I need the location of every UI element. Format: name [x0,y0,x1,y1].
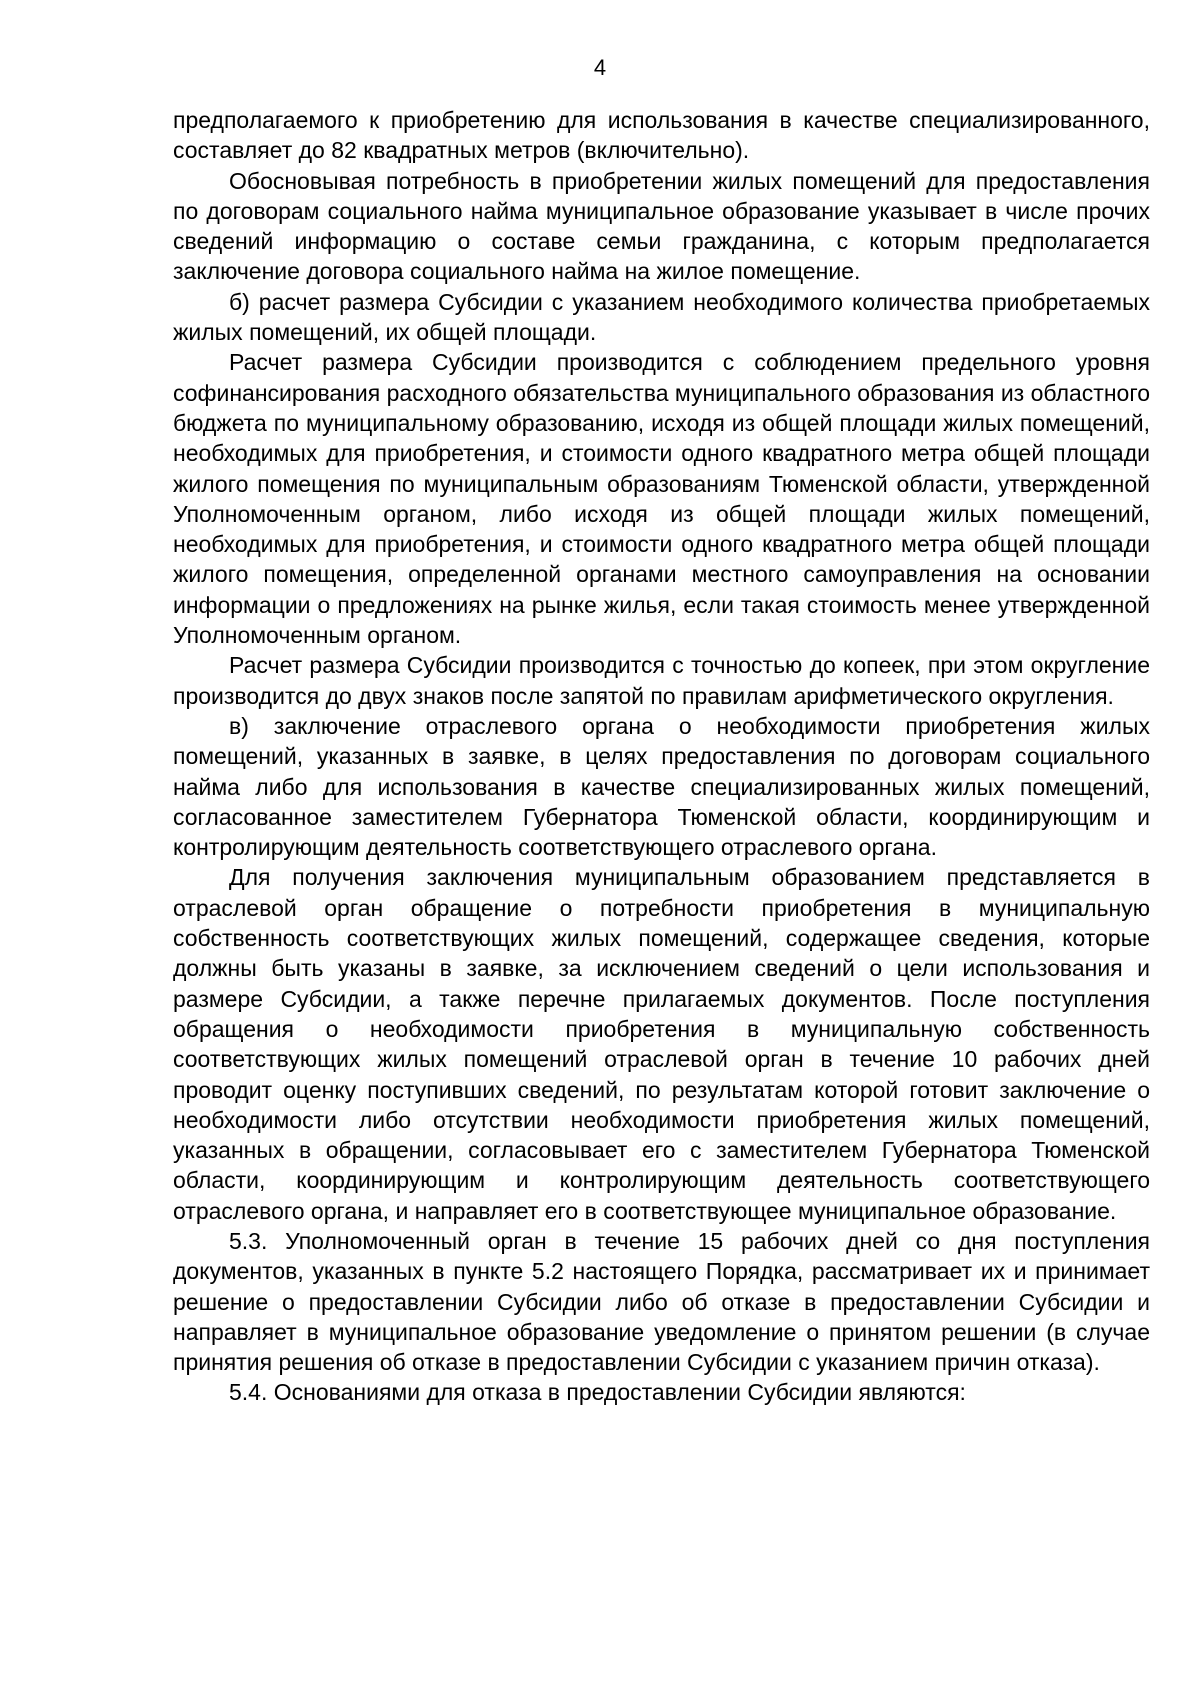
paragraph: Расчет размера Субсидии производится с точностью до копеек, при этом округление производится до двух знаков после запятой по правилам арифметического округления. [173,652,1150,709]
paragraph: Расчет размера Субсидии производится с соблюдением предельного уровня софинансирования расходного обязательства муниципального образования из областного бюджета по муниципальному образованию, исходя из общей площади жилых помещений, необходимых для приобретения, и стоимости одного квадратного метра общей площади жилого помещения по муниципальным образованиям Тюменской области, утвержденной Уполномоченным органом, либо исходя из общей площади жилых помещений, необходимых для приобретения, и стоимости одного квадратного метра общей площади жилого помещения, определенной органами местного самоуправления на основании информации о предложениях на рынке жилья, если такая стоимость менее утвержденной Уполномоченным органом. [173,349,1150,649]
paragraph: 5.4. Основаниями для отказа в предоставлении Субсидии являются: [229,1379,966,1406]
paragraph: Обосновывая потребность в приобретении жилых помещений для предоставления по договорам социального найма муниципальное образование указывает в числе прочих сведений информацию о составе семьи гражданина, с которым предполагается заключение договора социального найма на жилое помещение. [173,167,1150,285]
paragraph: 5.3. Уполномоченный орган в течение 15 рабочих дней со дня поступления документов, указанных в пункте 5.2 настоящего Порядка, рассматривает их и принимает решение о предоставлении Субсидии либо об отказе в предоставлении Субсидии и направляет в муниципальное образование уведомление о принятом решении (в случае принятия решения об отказе в предоставлении Субсидии с указанием причин отказа). [173,1227,1150,1376]
paragraph: б) расчет размера Субсидии с указанием необходимого количества приобретаемых жилых помещений, их общей площади. [173,288,1150,346]
page-number: 4 [593,55,607,80]
paragraph: в) заключение отраслевого органа о необходимости приобретения жилых помещений, указанных в заявке, в целях предоставления по договорам социального найма либо для использования в качестве специализированных жилых помещений, согласованное заместителем Губернатора Тюменской области, координирующим и контролирующим деятельность соответствующего отраслевого органа. [173,712,1150,861]
paragraph: Для получения заключения муниципальным образованием представляется в отраслевой орган обращение о потребности приобретения в муниципальную собственность соответствующих жилых помещений, содержащее сведения, которые должны быть указаны в заявке, за исключением сведений о цели использования и размере Субсидии, а также перечне прилагаемых документов. После поступления обращения о необходимости приобретения в муниципальную собственность соответствующих жилых помещений отраслевой орган в течение 10 рабочих дней проводит оценку поступивших сведений, по результатам которой готовит заключение о необходимости либо отсутствии необходимости приобретения жилых помещений, указанных в обращении, согласовывает его с заместителем Губернатора Тюменской области, координирующим и контролирующим деятельность соответствующего отраслевого органа, и направляет его в соответствующее муниципальное образование. [173,864,1150,1224]
paragraph: предполагаемого к приобретению для использования в качестве специализированного, составляет до 82 квадратных метров (включительно). [173,107,1150,164]
document-body [173,105,1150,1408]
